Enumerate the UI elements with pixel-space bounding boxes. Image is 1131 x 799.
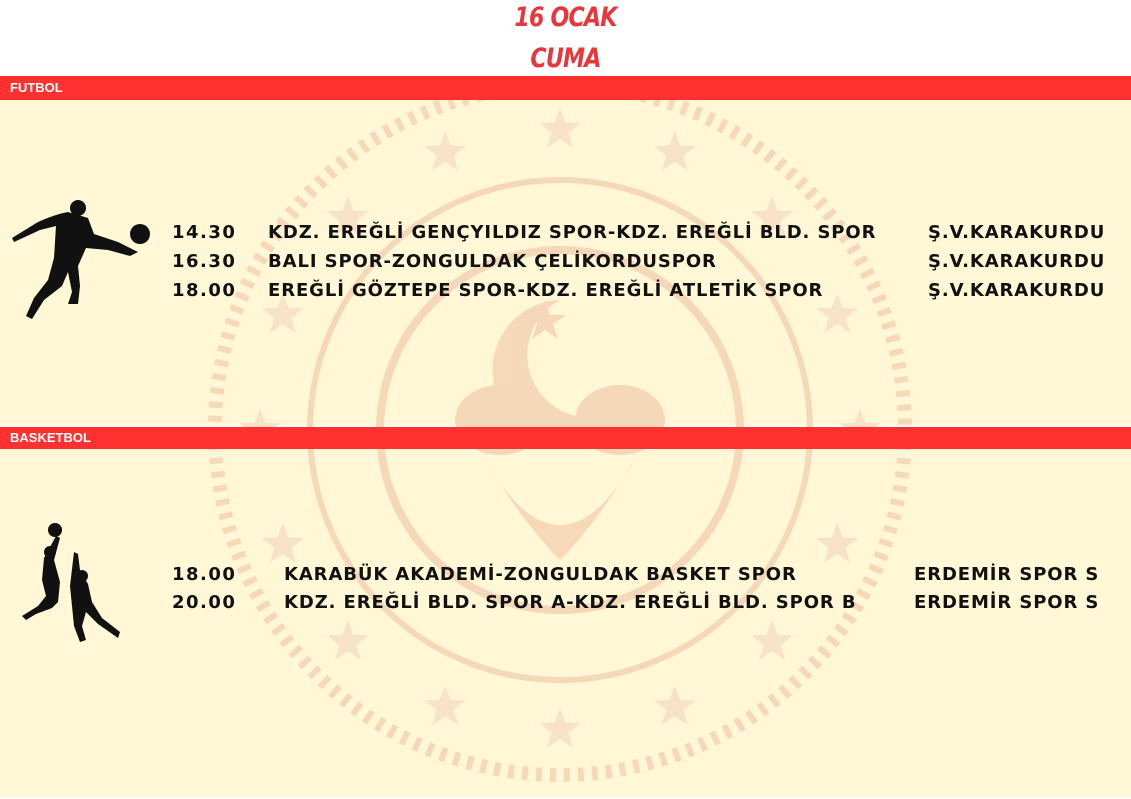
- match-row: [0, 251, 1131, 277]
- star-icon: [539, 708, 581, 748]
- basketbol-header-bar: [0, 427, 1131, 449]
- match-teams: EREĞLİ GÖZTEPE SPOR-KDZ. EREĞLİ ATLETİK SPOR: [268, 280, 824, 301]
- match-venue: ERDEMİR SPOR S: [914, 564, 1100, 585]
- match-row: [0, 222, 1131, 248]
- futbol-header-bar: [0, 76, 1131, 100]
- star-icon: [262, 523, 304, 563]
- match-row: [0, 592, 1131, 618]
- star-icon: [424, 131, 466, 171]
- star-icon: [327, 620, 369, 660]
- star-icon: [654, 131, 696, 171]
- match-time: 20.00: [172, 592, 237, 613]
- star-icon: [816, 523, 858, 563]
- match-teams: BALI SPOR-ZONGULDAK ÇELİKORDUSPOR: [268, 251, 717, 272]
- match-teams: KARABÜK AKADEMİ-ZONGULDAK BASKET SPOR: [284, 564, 797, 585]
- basketbol-label: BASKETBOL: [10, 430, 91, 445]
- match-time: 16.30: [172, 251, 237, 272]
- match-venue: Ş.V.KARAKURDU: [928, 280, 1106, 301]
- match-row: [0, 564, 1131, 590]
- futbol-label: FUTBOL: [10, 80, 63, 95]
- match-teams: KDZ. EREĞLİ BLD. SPOR A-KDZ. EREĞLİ BLD. SPOR B: [284, 592, 857, 613]
- day-title: CUMA: [530, 43, 601, 74]
- date-title: 16 OCAK: [514, 2, 617, 33]
- match-row: [0, 280, 1131, 306]
- match-venue: Ş.V.KARAKURDU: [928, 222, 1106, 243]
- star-icon: [539, 108, 581, 148]
- match-venue: Ş.V.KARAKURDU: [928, 251, 1106, 272]
- star-icon: [424, 685, 466, 725]
- star-icon: [654, 685, 696, 725]
- match-teams: KDZ. EREĞLİ GENÇYILDIZ SPOR-KDZ. EREĞLİ BLD. SPOR: [268, 222, 877, 243]
- match-time: 18.00: [172, 564, 237, 585]
- star-icon: [751, 620, 793, 660]
- match-venue: ERDEMİR SPOR S: [914, 592, 1100, 613]
- match-time: 18.00: [172, 280, 237, 301]
- match-time: 14.30: [172, 222, 237, 243]
